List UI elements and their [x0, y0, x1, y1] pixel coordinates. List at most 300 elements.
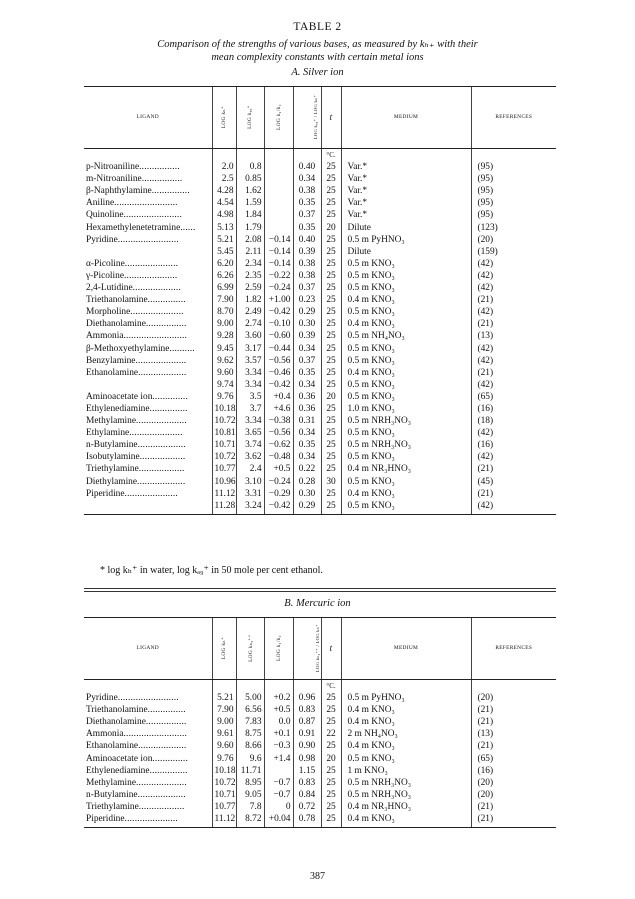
ligand-cell: Diethylamine...................: [86, 476, 186, 487]
header-log-k1-k2: LOG k₁/k₂: [264, 87, 293, 149]
reference-cell: (42): [471, 451, 556, 463]
reference-cell: (95): [471, 173, 556, 185]
ligand-cell: Ethylamine.....................: [86, 428, 183, 439]
log-kh-cell: 10.72: [212, 451, 236, 463]
table-row: [84, 391, 556, 403]
temperature-cell: 25: [321, 355, 341, 367]
ligand-cell: Ammonia.........................: [86, 331, 188, 342]
ligand-cell: Aniline.........................: [86, 198, 178, 209]
reference-cell: (16): [471, 403, 556, 415]
medium-cell: 0.5 m KNO₃: [341, 391, 471, 403]
ratio-cell: 0.38: [293, 258, 321, 270]
ligand-cell: Ammonia.........................: [86, 729, 188, 740]
log-k1-k2-cell: −0.14: [264, 234, 293, 246]
ratio-cell: 0.38: [293, 270, 321, 282]
reference-cell: (42): [471, 270, 556, 282]
log-kh-cell: 6.20: [212, 258, 236, 270]
temperature-cell: 25: [321, 488, 341, 500]
reference-cell: (20): [471, 777, 556, 789]
temperature-cell: 25: [321, 500, 341, 515]
table-row: [84, 704, 556, 716]
log-k1-k2-cell: −0.42: [264, 306, 293, 318]
reference-cell: (20): [471, 234, 556, 246]
reference-cell: (65): [471, 753, 556, 765]
temperature-cell: 25: [321, 270, 341, 282]
ratio-cell: 0.98: [293, 753, 321, 765]
medium-cell: 0.4 m KNO₃: [341, 294, 471, 306]
ligand-cell: m-Nitroaniline................: [86, 174, 183, 185]
section-title-mercuric: B. Mercuric ion: [284, 598, 351, 609]
temperature-cell: 20: [321, 391, 341, 403]
ligand-cell: Triethylamine..................: [86, 801, 185, 812]
log-k1-k2-cell: −0.14: [264, 246, 293, 258]
log-k1-k2-cell: −0.22: [264, 270, 293, 282]
log-kh-cell: 4.28: [212, 185, 236, 197]
temperature-cell: 25: [321, 294, 341, 306]
medium-cell: 0.5 m KNO₃: [341, 343, 471, 355]
ratio-cell: 0.34: [293, 379, 321, 391]
table-row: [84, 728, 556, 740]
log-k1-k2-cell: −0.46: [264, 367, 293, 379]
log-k-metal-cell: 2.11: [236, 246, 264, 258]
log-kh-cell: 5.21: [212, 234, 236, 246]
log-kh-cell: 10.81: [212, 427, 236, 439]
table-row: [84, 343, 556, 355]
log-k1-k2-cell: −0.62: [264, 439, 293, 451]
log-kh-cell: 9.45: [212, 343, 236, 355]
log-k1-k2-cell: [264, 209, 293, 221]
temperature-cell: 22: [321, 728, 341, 740]
header-ligand: LIGAND: [84, 618, 212, 680]
ratio-cell: 0.34: [293, 343, 321, 355]
ligand-cell: Ethanolamine...................: [86, 741, 187, 752]
ratio-cell: 0.35: [293, 222, 321, 234]
header-ligand: LIGAND: [84, 87, 212, 149]
medium-cell: 0.4 m KNO₃: [341, 716, 471, 728]
temperature-cell: 25: [321, 379, 341, 391]
ligand-cell: Ethylenediamine...............: [86, 403, 188, 414]
log-k-metal-cell: 5.00: [236, 692, 264, 704]
ligand-cell: Morpholine.....................: [86, 307, 184, 318]
reference-cell: (159): [471, 246, 556, 258]
table-row: [84, 801, 556, 813]
log-k-metal-cell: 9.6: [236, 753, 264, 765]
log-k-metal-cell: 0.85: [236, 173, 264, 185]
reference-cell: (21): [471, 716, 556, 728]
ratio-cell: 0.37: [293, 282, 321, 294]
log-k1-k2-cell: +0.5: [264, 463, 293, 475]
temperature-cell: 25: [321, 765, 341, 777]
temperature-cell: 25: [321, 246, 341, 258]
ratio-cell: 0.31: [293, 415, 321, 427]
table-row: [84, 439, 556, 451]
table-row: [84, 403, 556, 415]
reference-cell: (21): [471, 463, 556, 475]
ligand-cell: Ethylenediamine...............: [86, 765, 188, 776]
ratio-cell: 0.29: [293, 500, 321, 515]
ligand-cell: n-Butylamine...................: [86, 440, 186, 451]
log-k-metal-cell: 0.8: [236, 161, 264, 173]
medium-cell: 0.5 m KNO₃: [341, 379, 471, 391]
log-k1-k2-cell: +4.6: [264, 403, 293, 415]
log-kh-cell: 9.00: [212, 318, 236, 330]
medium-cell: 0.5 m NH₄NO₃: [341, 330, 471, 342]
medium-cell: Var.*: [341, 161, 471, 173]
reference-cell: (16): [471, 765, 556, 777]
medium-cell: Var.*: [341, 185, 471, 197]
ratio-cell: 0.72: [293, 801, 321, 813]
log-kh-cell: 8.70: [212, 306, 236, 318]
temperature-cell: 25: [321, 789, 341, 801]
log-kh-cell: 10.77: [212, 463, 236, 475]
medium-cell: 0.5 m NRH₃NO₃: [341, 439, 471, 451]
reference-cell: (95): [471, 197, 556, 209]
medium-cell: 0.5 m KNO₃: [341, 258, 471, 270]
log-kh-cell: 10.77: [212, 801, 236, 813]
log-kh-cell: 9.76: [212, 753, 236, 765]
ratio-cell: 0.40: [293, 234, 321, 246]
header-medium: MEDIUM: [341, 618, 471, 680]
temperature-cell: 25: [321, 451, 341, 463]
log-kh-cell: 5.21: [212, 692, 236, 704]
table-row: [84, 427, 556, 439]
log-kh-cell: 4.54: [212, 197, 236, 209]
table-row: [84, 222, 556, 234]
ligand-cell: Aminoacetate ion..............: [86, 753, 189, 764]
reference-cell: (21): [471, 488, 556, 500]
medium-cell: 0.5 m KNO₃: [341, 476, 471, 488]
medium-cell: 0.5 m PyHNO₃: [341, 234, 471, 246]
page-number: 387: [310, 871, 325, 882]
log-kh-cell: 10.18: [212, 403, 236, 415]
log-kh-cell: 10.72: [212, 415, 236, 427]
log-k-metal-cell: 3.31: [236, 488, 264, 500]
table-row: [84, 716, 556, 728]
section-title-silver: A. Silver ion: [291, 67, 344, 78]
reference-cell: (123): [471, 222, 556, 234]
ratio-cell: 0.35: [293, 367, 321, 379]
medium-cell: 0.5 m KNO₃: [341, 306, 471, 318]
reference-cell: (13): [471, 330, 556, 342]
ratio-cell: 0.37: [293, 209, 321, 221]
log-k-metal-cell: 2.59: [236, 282, 264, 294]
log-k1-k2-cell: [264, 765, 293, 777]
temperature-cell: 25: [321, 777, 341, 789]
log-k1-k2-cell: −0.42: [264, 500, 293, 515]
reference-cell: (21): [471, 801, 556, 813]
medium-cell: Dilute: [341, 246, 471, 258]
mercuric-table: [84, 617, 556, 828]
log-kh-cell: 10.18: [212, 765, 236, 777]
ratio-cell: 0.83: [293, 777, 321, 789]
reference-cell: (42): [471, 355, 556, 367]
ligand-cell: Diethanolamine................: [86, 717, 187, 728]
log-k-metal-cell: 3.17: [236, 343, 264, 355]
log-k1-k2-cell: +0.5: [264, 704, 293, 716]
temperature-cell: 25: [321, 173, 341, 185]
table-row: [84, 197, 556, 209]
reference-cell: (42): [471, 427, 556, 439]
ratio-cell: 0.38: [293, 185, 321, 197]
table-row: [84, 294, 556, 306]
temperature-cell: 25: [321, 330, 341, 342]
log-k1-k2-cell: −0.44: [264, 343, 293, 355]
log-k-metal-cell: 6.56: [236, 704, 264, 716]
silver-table: [84, 86, 556, 515]
log-k1-k2-cell: −0.3: [264, 740, 293, 752]
log-kh-cell: 9.60: [212, 367, 236, 379]
reference-cell: (21): [471, 813, 556, 828]
divider-rule: [84, 591, 556, 592]
temperature-cell: 25: [321, 161, 341, 173]
ligand-cell: γ-Picoline.....................: [86, 270, 178, 281]
ratio-cell: 0.87: [293, 716, 321, 728]
table-row: [84, 692, 556, 704]
log-k1-k2-cell: −0.56: [264, 427, 293, 439]
reference-cell: (95): [471, 161, 556, 173]
ratio-cell: 0.39: [293, 330, 321, 342]
header-log-kh: LOG kₕ⁺: [212, 87, 236, 149]
table-row: [84, 330, 556, 342]
reference-cell: (42): [471, 282, 556, 294]
header-temperature: t: [321, 87, 341, 149]
medium-cell: Var.*: [341, 173, 471, 185]
ligand-cell: Pyridine........................: [86, 693, 179, 704]
reference-cell: (95): [471, 209, 556, 221]
header-references: REFERENCES: [471, 618, 556, 680]
ratio-cell: 0.34: [293, 427, 321, 439]
log-kh-cell: 2.0: [212, 161, 236, 173]
table-row: [84, 246, 556, 258]
log-k-metal-cell: 3.57: [236, 355, 264, 367]
log-kh-cell: 5.13: [212, 222, 236, 234]
log-k-metal-cell: 8.66: [236, 740, 264, 752]
temperature-cell: 25: [321, 740, 341, 752]
table-row: [84, 258, 556, 270]
header-temperature: t: [321, 618, 341, 680]
ratio-cell: 0.35: [293, 439, 321, 451]
log-kh-cell: 9.60: [212, 740, 236, 752]
ratio-cell: 0.35: [293, 197, 321, 209]
log-k1-k2-cell: −0.7: [264, 789, 293, 801]
log-k-metal-cell: 11.71: [236, 765, 264, 777]
log-kh-cell: 9.74: [212, 379, 236, 391]
reference-cell: (42): [471, 306, 556, 318]
table-row: [84, 306, 556, 318]
medium-cell: 0.4 m KNO₃: [341, 704, 471, 716]
medium-cell: 2 m NH₄NO₃: [341, 728, 471, 740]
ligand-cell: Triethanolamine...............: [86, 295, 186, 306]
temperature-cell: 25: [321, 209, 341, 221]
ligand-cell: Isobutylamine..................: [86, 452, 186, 463]
temperature-cell: 25: [321, 234, 341, 246]
log-k1-k2-cell: −0.14: [264, 258, 293, 270]
log-k-metal-cell: 8.75: [236, 728, 264, 740]
temperature-cell: 25: [321, 415, 341, 427]
header-medium: MEDIUM: [341, 87, 471, 149]
log-kh-cell: 2.5: [212, 173, 236, 185]
log-k-metal-cell: 2.35: [236, 270, 264, 282]
log-k1-k2-cell: −0.10: [264, 318, 293, 330]
log-k-metal-cell: 8.72: [236, 813, 264, 828]
reference-cell: (18): [471, 415, 556, 427]
log-k1-k2-cell: −0.48: [264, 451, 293, 463]
ligand-cell: Piperidine.....................: [86, 488, 178, 499]
log-kh-cell: 9.28: [212, 330, 236, 342]
table-row: [84, 415, 556, 427]
ligand-cell: 2,4-Lutidine...................: [86, 283, 181, 294]
divider-rule: [84, 588, 556, 589]
medium-cell: Var.*: [341, 197, 471, 209]
table-row: [84, 270, 556, 282]
ligand-cell: α-Picoline.....................: [86, 258, 179, 269]
temperature-cell: 25: [321, 704, 341, 716]
table-caption-line-2: mean complexity constants with certain metal ions: [211, 52, 424, 63]
log-k-metal-cell: 3.74: [236, 439, 264, 451]
ligand-cell: β-Methoxyethylamine..........: [86, 343, 195, 354]
log-k-metal-cell: 1.59: [236, 197, 264, 209]
medium-cell: 0.5 m KNO₃: [341, 451, 471, 463]
log-k1-k2-cell: +1.00: [264, 294, 293, 306]
log-k-metal-cell: 7.8: [236, 801, 264, 813]
reference-cell: (13): [471, 728, 556, 740]
unit-celsius: °C.: [321, 680, 341, 693]
log-k-metal-cell: 1.82: [236, 294, 264, 306]
reference-cell: (45): [471, 476, 556, 488]
table-row: [84, 789, 556, 801]
log-k-metal-cell: 2.49: [236, 306, 264, 318]
log-kh-cell: 10.96: [212, 476, 236, 488]
temperature-cell: 25: [321, 197, 341, 209]
medium-cell: 0.5 m KNO₃: [341, 270, 471, 282]
ligand-cell: Triethanolamine...............: [86, 705, 186, 716]
log-k-metal-cell: 1.62: [236, 185, 264, 197]
ratio-cell: 0.96: [293, 692, 321, 704]
log-k1-k2-cell: 0: [264, 801, 293, 813]
header-log-khg: LOG kₕ₉⁺⁺: [236, 618, 264, 680]
reference-cell: (20): [471, 692, 556, 704]
log-kh-cell: 11.12: [212, 813, 236, 828]
log-kh-cell: 6.99: [212, 282, 236, 294]
table-row: [84, 185, 556, 197]
log-k-metal-cell: 3.5: [236, 391, 264, 403]
ratio-cell: 0.36: [293, 403, 321, 415]
ratio-cell: 0.34: [293, 451, 321, 463]
ratio-cell: 1.15: [293, 765, 321, 777]
ratio-cell: 0.40: [293, 161, 321, 173]
ligand-cell: Benzylamine....................: [86, 355, 187, 366]
reference-cell: (42): [471, 343, 556, 355]
log-k-metal-cell: 2.4: [236, 463, 264, 475]
reference-cell: (21): [471, 367, 556, 379]
reference-cell: (16): [471, 439, 556, 451]
log-kh-cell: 4.98: [212, 209, 236, 221]
medium-cell: 0.5 m KNO₃: [341, 753, 471, 765]
temperature-cell: 25: [321, 185, 341, 197]
log-k1-k2-cell: −0.24: [264, 476, 293, 488]
table-row: [84, 777, 556, 789]
header-references: REFERENCES: [471, 87, 556, 149]
ratio-cell: 0.90: [293, 740, 321, 752]
log-k-metal-cell: 7.83: [236, 716, 264, 728]
reference-cell: (65): [471, 391, 556, 403]
reference-cell: (42): [471, 379, 556, 391]
temperature-cell: 25: [321, 306, 341, 318]
ligand-cell: Ethanolamine...................: [86, 367, 187, 378]
table-row: [84, 282, 556, 294]
temperature-cell: 20: [321, 753, 341, 765]
temperature-cell: 25: [321, 282, 341, 294]
ligand-cell: [84, 500, 212, 515]
ligand-cell: Pyridine........................: [86, 234, 179, 245]
table-row: [84, 463, 556, 475]
temperature-cell: 25: [321, 463, 341, 475]
log-k1-k2-cell: −0.29: [264, 488, 293, 500]
ligand-cell: [84, 246, 212, 258]
medium-cell: 0.4 m KNO₃: [341, 740, 471, 752]
temperature-cell: 25: [321, 258, 341, 270]
log-kh-cell: 10.71: [212, 789, 236, 801]
ratio-cell: 0.37: [293, 355, 321, 367]
reference-cell: (20): [471, 789, 556, 801]
log-k1-k2-cell: +0.4: [264, 391, 293, 403]
log-k1-k2-cell: [264, 197, 293, 209]
ratio-cell: 0.83: [293, 704, 321, 716]
log-k1-k2-cell: −0.56: [264, 355, 293, 367]
temperature-cell: 25: [321, 403, 341, 415]
log-kh-cell: 7.90: [212, 704, 236, 716]
reference-cell: (21): [471, 704, 556, 716]
medium-cell: 0.4 m NR₃HNO₃: [341, 463, 471, 475]
ligand-cell: p-Nitroaniline................: [86, 162, 180, 173]
medium-cell: 0.5 m KNO₃: [341, 282, 471, 294]
temperature-cell: 30: [321, 476, 341, 488]
temperature-cell: 25: [321, 439, 341, 451]
reference-cell: (21): [471, 740, 556, 752]
ligand-cell: Triethylamine..................: [86, 464, 185, 475]
ligand-cell: Diethanolamine................: [86, 319, 187, 330]
temperature-cell: 25: [321, 813, 341, 828]
log-kh-cell: 9.76: [212, 391, 236, 403]
reference-cell: (21): [471, 294, 556, 306]
medium-cell: 0.5 m KNO₃: [341, 427, 471, 439]
ratio-cell: 0.29: [293, 306, 321, 318]
ratio-cell: 0.30: [293, 318, 321, 330]
temperature-cell: 25: [321, 692, 341, 704]
log-k-metal-cell: 3.34: [236, 367, 264, 379]
log-k-metal-cell: 3.24: [236, 500, 264, 515]
medium-cell: Dilute: [341, 222, 471, 234]
table-row: [84, 161, 556, 173]
medium-cell: 0.5 m KNO₃: [341, 355, 471, 367]
table-row: [84, 476, 556, 488]
log-k1-k2-cell: −0.60: [264, 330, 293, 342]
temperature-cell: 25: [321, 318, 341, 330]
log-k-metal-cell: 3.34: [236, 379, 264, 391]
log-k-metal-cell: 3.62: [236, 451, 264, 463]
log-k1-k2-cell: [264, 161, 293, 173]
temperature-cell: 20: [321, 222, 341, 234]
table-row: [84, 813, 556, 828]
ratio-cell: 0.22: [293, 463, 321, 475]
log-k1-k2-cell: [264, 185, 293, 197]
header-ratio: LOG kₐ₉⁺ / LOG kₕ⁺: [293, 87, 321, 149]
log-k-metal-cell: 1.84: [236, 209, 264, 221]
ratio-cell: 0.39: [293, 246, 321, 258]
medium-cell: 0.5 m NRH₃NO₃: [341, 777, 471, 789]
medium-cell: 0.4 m KNO₃: [341, 488, 471, 500]
medium-cell: 0.4 m KNO₃: [341, 367, 471, 379]
